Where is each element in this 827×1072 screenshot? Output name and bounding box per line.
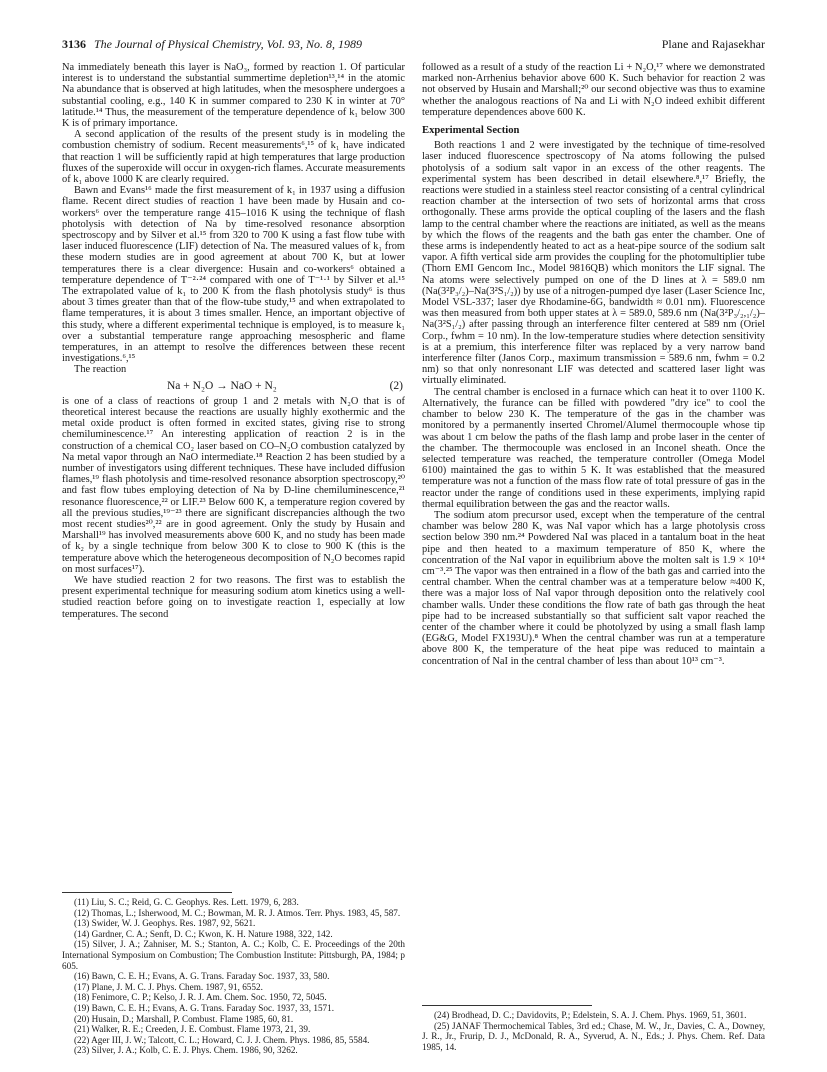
left-paragraph-6: We have studied reaction 2 for two reasons. The first was to establish the present experimental technique for measuring sodium atom kinetics using a well-studied reaction before going on to investigate reaction 1, especially at low temperatures. The second [62,574,405,620]
reference-11: (11) Liu, S. C.; Reid, G. C. Geophys. Res. Lett. 1979, 6, 283. [74,897,299,907]
reference-14: (14) Gardner, C. A.; Senft, D. C.; Kwon, K. H. Nature 1988, 322, 142. [74,928,333,939]
reference-12: (12) Thomas, L.; Isherwood, M. C.; Bowman, M. R. J. Atmos. Terr. Phys. 1983, 45, 587. [74,907,401,918]
right-column [422,62,765,667]
reference-24: (24) Brodhead, D. C.; Davidovits, P.; Edelstein, S. A. J. Chem. Phys. 1969, 51, 3601. [434,1010,747,1020]
footnote-rule [422,1005,592,1006]
reference-13: (13) Swider, W. J. Geophys. Res. 1987, 92, 5621. [74,918,256,929]
reference-25: (25) JANAF Thermochemical Tables, 3rd ed.; Chase, M. W., Jr., Davies, C. A., Downey, J. R., Jr., Frurip, D. J., McDonald, R. A., Syverud, A. N., Eds.; J. Phys. Chem. Ref. Data 1985, 14. [422,1020,765,1052]
right-paragraph-4: The sodium atom precursor used, except when the temperature of the central chamber was below 280 K, was NaI vapor which has a large photolysis cross section below 390 nm.²⁴ Powdered NaI was placed in a tantalum boat in the heat pipe and then heated to a maximum temperature of 850 K, where the concentration of the NaI vapor in equilibrium above the molten salt is 1.9 × 10¹⁴ cm⁻³.²⁵ The vapor was then entrained in a flow of the bath gas and carried into the central chamber. When the central chamber was at a temperature below ≈400 K, there was a major loss of NaI vapor through deposition onto the relatively cool chamber walls. Under these conditions the flow rate of bath gas through the heat pipe had to be increased substantially so that sufficient salt vapor reached the center of the chamber where it could be photolyzed by using a small flash lamp (EG&G, Model FX193U).⁸ When the central chamber was run at a temperature above 800 K, the temperature of the heat pipe was reduced to maintain a concentration of NaI in the central chamber of less than about 10¹³ cm⁻³. [422,509,765,667]
reference-23: (23) Silver, J. A.; Kolb, C. E. J. Phys. Chem. 1986, 90, 3262. [74,1045,298,1056]
right-paragraph-1: followed as a result of a study of the reaction Li + N₂O,¹⁷ where we demonstrated marked non-Arrhenius behavior above 600 K. Such behavior for reaction 2 was not observed by Husain and Marshall;²⁰ our second objective was thus to examine whether the analogous reactions of Na and Li with N₂O indeed exhibit different temperature dependences above 600 K. [422,62,765,118]
reference-20: (20) Husain, D.; Marshall, P. Combust. Flame 1985, 60, 81. [74,1013,294,1024]
references-left [62,892,405,1056]
references-right [422,1005,765,1052]
reference-19: (19) Bawn, C. E. H.; Evans, A. G. Trans. Faraday Soc. 1937, 33, 1571. [74,1002,335,1013]
left-paragraph-2: A second application of the results of the present study is in modeling the combustion chemistry of sodium. Recent measurements⁶,¹⁵ of k₁ have indicated that reaction 1 will be sufficiently rapid at high temperatures that large production fluxes of the superoxide will occur in oxygen-rich flames. Accurate measurements of k₁ above 1000 K are clearly required. [62,129,405,186]
page-number: 3136 [62,37,86,51]
header-left [62,36,362,52]
left-paragraph-4: The reaction [74,364,127,376]
reference-15: (15) Silver, J. A.; Zahniser, M. S.; Stanton, A. C.; Kolb, C. E. Proceedings of the 20th International Symposium on Combustion; The Combustion Institute: Pittsburgh, PA, 1984; p 605. [62,939,405,971]
right-paragraph-2: Both reactions 1 and 2 were investigated by the technique of time-resolved laser induced fluorescence spectroscopy of Na atoms following the pulsed photolysis of a sodium salt vapor in an excess of the other reagents. The experimental system has been described in detail elsewhere.⁸,¹⁷ Briefly, the reactions were studied in a stainless steel reactor consisting of a central cylindrical reaction chamber at the intersection of two sets of horizontal arms that cross orthogonally. These arms provide the optical coupling of the lasers and the flash lamp to the central chamber where the reactions are initiated, as well as the means by which the flows of the reagents and the bath gas enter the chamber. One of these arms is independently heated to act as a heat-pipe source of the sodium salt vapor. A fifth vertical side arm provides the coupling for the photomultiplier tube (Thorn EMI Gencom Inc., Model 9816QB) which monitors the LIF signal. The Na atoms were selectively pumped on one of the D lines at λ = 589.0 nm (Na(3²P₃/₂)–Na(3²S₁/₂)) by use of a nitrogen-pumped dye laser (Laser Science Inc, Model VSL-337; laser dye Rhodamine-6G, bandwidth ≈ 0.01 nm). Fluorescence was then measured from both upper states at λ = 589.0, 589.6 nm (Na(3²P₃/₂,₁/₂)–Na(3²S₁/₂) after passing through an interference filter centered at 589 nm (Oriel Corp., fwhm = 10 nm). In the low-temperature studies where detection sensitivity is at a premium, this interference filter was replaced by a very narrow band interference filter (Janos Corp., maximum transmission = 589.6 nm, fwhm = 0.2 nm) so that only nonresonant LIF was detected and scattered laser light was virtually eliminated. [422,140,766,387]
section-heading-experimental: Experimental Section [422,125,520,137]
right-paragraph-3: The central chamber is enclosed in a furnace which can heat it to over 1100 K. Alternatively, the furance can be filled with powdered "dry ice" to cool the chamber to below 230 K. The temperature of the gas in the chamber was monitored by a permanently inserted Chromel/Alumel thermocouple whose tip was about 1 cm below the paths of the flash lamp and probe laser in the center of the chamber. The thermocouple was enclosed in an Inconel sheath. Once the selected temperature was reached, the temperature controller (Omega Model 6100) maintained the gas to within 5 K. It was established that the measured temperature was not a function of the mass flow rate of total pressure of gas in the reactor under the range of conditions used in these experiments, implying rapid thermal equilibration between the gas and the reactor walls. [422,386,765,510]
left-paragraph-1: Na immediately beneath this layer is NaO₃, formed by reaction 1. Of particular interest is to understand the substantial summertime depletion¹³,¹⁴ in the atomic Na abundance that is observed at high latitudes, when the mesosphere undergoes a substantial cooling, e.g., 140 K in summer compared to 230 K in winter at 70° latitude.¹⁴ Thus, the measurement of the temperature dependence of k₁ below 300 K is of primary importance. [62,62,405,130]
reference-21: (21) Walker, R. E.; Creeden, J. E. Combust. Flame 1973, 21, 39. [74,1024,311,1035]
reference-16: (16) Bawn, C. E. H.; Evans, A. G. Trans. Faraday Soc. 1937, 33, 580. [74,971,330,982]
left-paragraph-5: is one of a class of reactions of group 1 and 2 metals with N₂O that is of theoretical interest because the reactions are usually highly exothermic and the metal oxide product is often formed in excited states, giving rise to strong chemiluminescence.¹⁷ An interesting application of reaction 2 is in the construction of a chemical CO₂ laser based on CO–N₂O combustion catalyzed by Na metal vapor through an NaO intermediate.¹⁸ Reaction 2 has been studied by a number of investigators using different techniques. These have included diffusion flames,¹⁹ flash photolysis and time-resolved resonance absorption spectroscopy,²⁰ and fast flow tubes employing detection of Na by D-line chemiluminescence,²¹ resonance fluorescence,²² or LIF.²³ Below 600 K, a temperature region covered by all the previous studies,¹⁹⁻²³ there are significant discrepancies although the two most recent studies²⁰,²² are in good agreement. Only the study by Husain and Marshall¹⁹ has involved measurements above 600 K, and no study has been made of k₂ by a single technique from below 300 K to close to 900 K (this is the temperature above which the heterogeneous decomposition of N₂O becomes rapid on most surfaces¹⁷). [62,395,405,575]
reference-18: (18) Fenimore, C. P.; Kelso, J. R. J. Am. Chem. Soc. 1950, 72, 5045. [74,992,327,1003]
header-authors: Plane and Rajasekhar [661,37,765,51]
reference-17: (17) Plane, J. M. C. J. Phys. Chem. 1987, 91, 6552. [74,981,263,992]
journal-citation: The Journal of Physical Chemistry, Vol. 93, No. 8, 1989 [94,37,362,51]
left-paragraph-3: Bawn and Evans¹⁶ made the first measurement of k₁ in 1937 using a diffusion flame. Recent direct studies of reaction 1 have been made by Husain and co-workers⁶ over the temperature range 415–1016 K using the technique of flash photolysis with detection of Na by time-resolved resonance absorption spectroscopy and by Silver et al.¹⁵ from 320 to 700 K using a fast flow tube with laser induced fluorescence (LIF) detection of Na. The measured values of k₁ from these modern studies are in good agreement at about 700 K, but at lower temperatures there is a clear divergence: Husain and co-workers⁶ obtained a temperature dependence of T⁻²·²⁴ compared with one of T⁻¹·¹ by Silver et al.¹⁵ The extrapolated value of k₁ to 200 K from the flash photolysis study⁶ is thus about 3 times greater than that of the flow-tube study,¹⁵ and when extrapolated to flame temperatures, it is about 3 times smaller. Hence, an important objective of this study, where a different experimental technique is employed, is to measure k₁ over a substantial temperature range approaching mesospheric and flame temperatures, in an attempt to resolve the differences between these recent investigations.⁶,¹⁵ [62,185,405,365]
equation-text: Na + N₂O → NaO + N₂ [167,379,277,392]
footnote-rule [62,892,232,893]
running-header [62,36,765,52]
reference-22: (22) Ager III, J. W.; Talcott, C. L.; Howard, C. J. J. Chem. Phys. 1986, 85, 5584. [74,1034,370,1045]
left-column [62,62,405,620]
reaction-equation [62,378,405,394]
equation-number: (2) [389,379,403,392]
